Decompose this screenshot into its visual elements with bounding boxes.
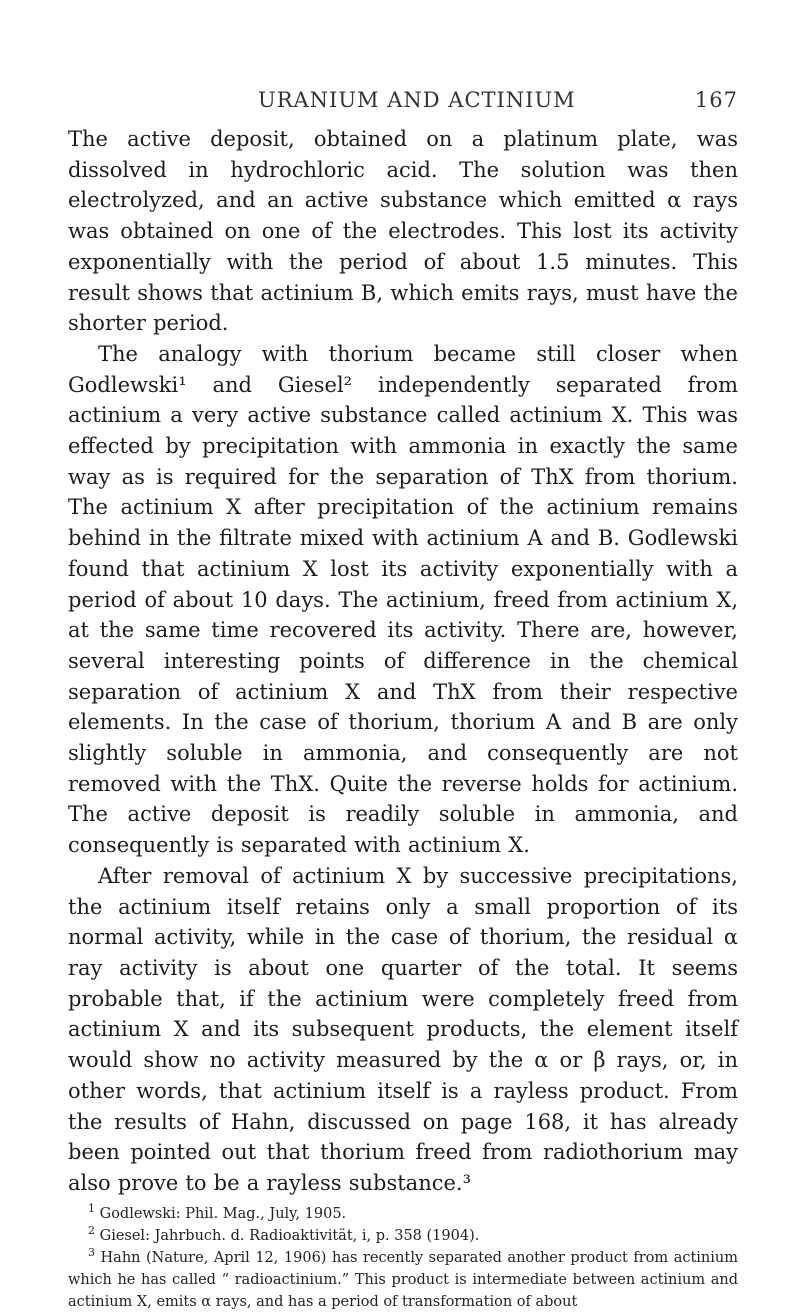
footnote-mark: 3 bbox=[88, 1245, 95, 1259]
running-head-title: URANIUM AND ACTINIUM bbox=[258, 88, 576, 112]
page-number: 167 bbox=[694, 88, 738, 112]
footnote-text: Hahn (Nature, April 12, 1906) has recently separated another product from actinium which he has called “ radioactinium.” This product is intermediate between actinium and actinium X, emits α rays, and has a period of transformation of about bbox=[68, 1249, 738, 1310]
footnote-3 bbox=[68, 1247, 738, 1313]
footnote-text: Godlewski: Phil. Mag., July, 1905. bbox=[99, 1205, 347, 1222]
running-head bbox=[68, 84, 738, 124]
paragraph-2: The analogy with thorium became still closer when Godlewski¹ and Giesel² independently separated from actinium a very active substance called actinium X. This was effected by precipitation with ammonia in exactly the same way as is required for the separation of ThX from thorium. The actinium X after precipitation of the actinium remains behind in the filtrate mixed with actinium A and B. Godlewski found that actinium X lost its activity exponentially with a period of about 10 days. The actinium, freed from actinium X, at the same time recovered its activity. There are, however, several interesting points of difference in the chemical separation of actinium X and ThX from their respective elements. In the case of thorium, thorium A and B are only slightly soluble in ammonia, and consequently are not removed with the ThX. Quite the reverse holds for actinium. The active deposit is readily soluble in ammonia, and consequently is separated with actinium X. bbox=[68, 341, 738, 858]
footnotes bbox=[68, 1203, 738, 1313]
footnote-mark: 2 bbox=[88, 1223, 95, 1237]
footnote-2 bbox=[68, 1225, 738, 1247]
book-page bbox=[68, 84, 738, 1313]
footnote-1 bbox=[68, 1203, 738, 1225]
footnote-mark: 1 bbox=[88, 1201, 95, 1215]
paragraph-3: After removal of actinium X by successive precipitations, the actinium itself retains only a small proportion of its normal activity, while in the case of thorium, the residual α ray activity is about one quarter of the total. It seems probable that, if the actinium were completely freed from actinium X and its subsequent products, the element itself would show no activity measured by the α or β rays, or, in other words, that actinium itself is a rayless product. From the results of Hahn, discussed on page 168, it has already been pointed out that thorium freed from radiothorium may also prove to be a rayless substance.³ bbox=[68, 863, 738, 1195]
footnote-text: Giesel: Jahrbuch. d. Radioaktivität, i, p. 358 (1904). bbox=[99, 1227, 480, 1244]
paragraph-1: The active deposit, obtained on a platinum plate, was dissolved in hydrochloric acid. The solution was then electrolyzed, and an active substance which emitted α rays was obtained on one of the electrodes. This lost its activity exponentially with the period of about 1.5 minutes. This result shows that actinium B, which emits rays, must have the shorter period. bbox=[68, 127, 738, 336]
